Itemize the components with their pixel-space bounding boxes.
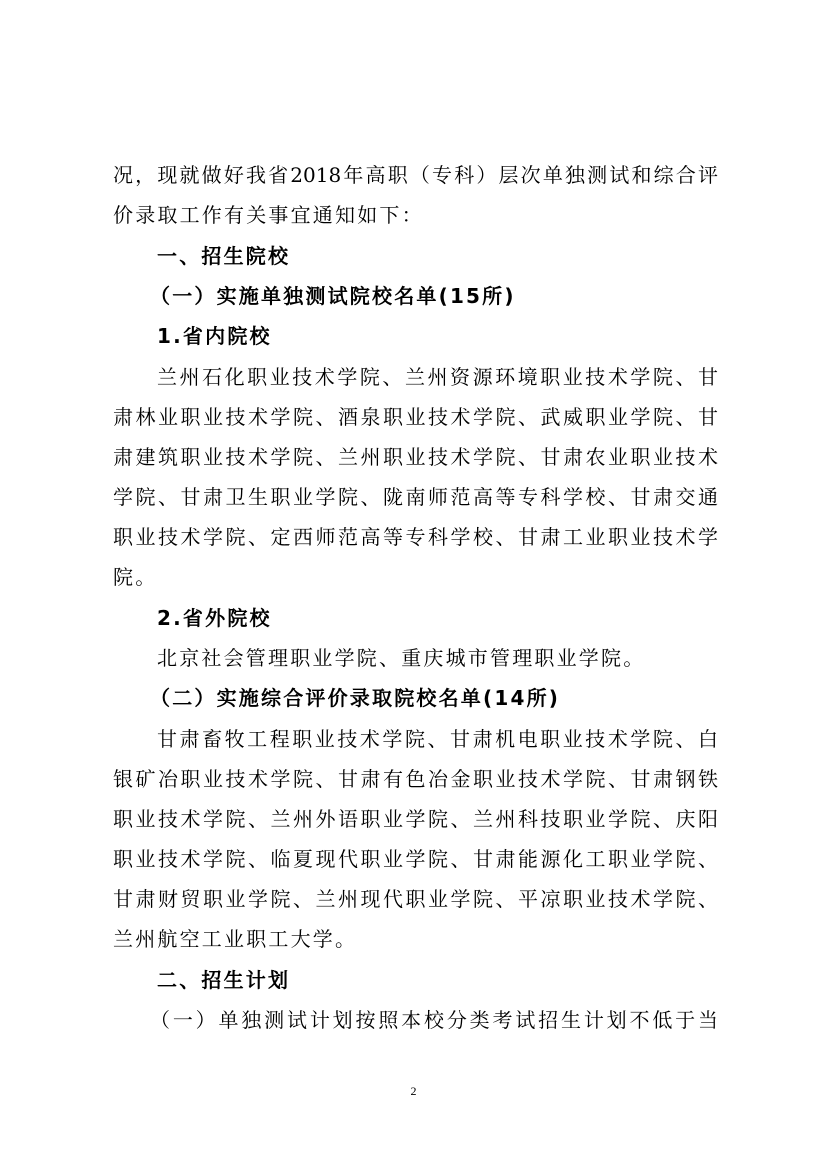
- paragraph-line: 甘肃畜牧工程职业技术学院、甘肃机电职业技术学院、白: [157, 727, 718, 751]
- paragraph-line: 职业技术学院、临夏现代职业学院、甘肃能源化工职业学院、: [113, 847, 718, 871]
- subsection-heading-independent-test: （一）实施单独测试院校名单(15所): [150, 284, 516, 308]
- paragraph-line: 肃建筑职业技术学院、兰州职业技术学院、甘肃农业职业技术: [113, 445, 718, 469]
- group-heading-in-province: 1.省内院校: [157, 324, 272, 348]
- paragraph-line: 院。: [113, 565, 158, 589]
- intro-line-2: 价录取工作有关事宜通知如下：: [113, 203, 424, 227]
- paragraph-line: 甘肃财贸职业学院、兰州现代职业学院、平凉职业技术学院、: [113, 887, 718, 911]
- paragraph-line: 职业技术学院、兰州外语职业学院、兰州科技职业学院、庆阳: [113, 807, 718, 831]
- intro-line-1: 况，现就做好我省2018年高职（专科）层次单独测试和综合评: [113, 163, 718, 187]
- group-heading-out-of-province: 2.省外院校: [157, 606, 272, 630]
- section-heading-enrollment-plan: 二、招生计划: [157, 968, 291, 992]
- paragraph-line: 兰州航空工业职工大学。: [113, 927, 358, 951]
- paragraph-line: 职业技术学院、定西师范高等专科学校、甘肃工业职业技术学: [113, 525, 718, 549]
- paragraph-line: 北京社会管理职业学院、重庆城市管理职业学院。: [157, 646, 646, 670]
- section-heading-recruiting-institutions: 一、招生院校: [157, 244, 291, 268]
- paragraph-line: 学院、甘肃卫生职业学院、陇南师范高等专科学校、甘肃交通: [113, 485, 718, 509]
- page-number: 2: [410, 1084, 417, 1098]
- paragraph-line: 银矿冶职业技术学院、甘肃有色冶金职业技术学院、甘肃钢铁: [113, 767, 718, 791]
- paragraph-line: 兰州石化职业技术学院、兰州资源环境职业技术学院、甘: [157, 365, 718, 389]
- subsection-heading-comprehensive-evaluation: （二）实施综合评价录取院校名单(14所): [150, 686, 561, 710]
- paragraph-line: 肃林业职业技术学院、酒泉职业技术学院、武威职业学院、甘: [113, 405, 718, 429]
- paragraph-line: （一）单独测试计划按照本校分类考试招生计划不低于当: [150, 1008, 718, 1032]
